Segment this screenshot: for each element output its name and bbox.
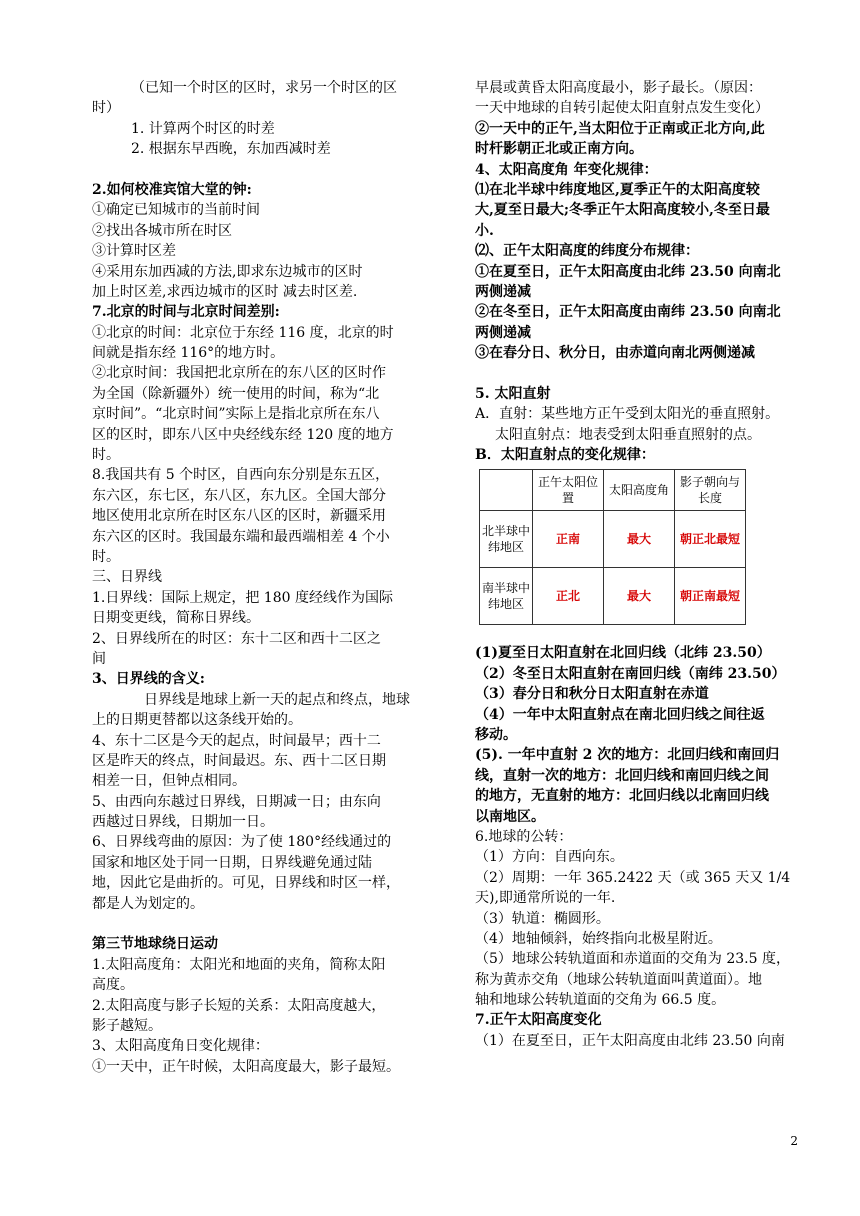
text-line: 一天中地球的自转引起使太阳直射点发生变化）: [475, 100, 769, 117]
text-line: ②在冬至日，正午太阳高度由南纬 23.50 向南北: [475, 304, 781, 321]
text-line: 国家和地区处于同一日期，日界线避免通过陆: [92, 854, 372, 871]
text-line: ②一天中的正午,当太阳位于正南或正北方向,此: [475, 120, 765, 137]
text-line: 1. 计算两个时区的时差: [131, 120, 275, 137]
text-line: 时）: [92, 100, 120, 117]
text-line: 5. 太阳直射: [475, 385, 551, 402]
text-line: 两侧递减: [475, 324, 531, 341]
text-line: 的地方，无直射的地方：北回归线以北南回归线: [475, 788, 769, 805]
table-height-cell: 最大: [604, 511, 675, 568]
text-line: 地区使用北京所在时区东八区的区时，新疆采用: [92, 508, 386, 525]
text-line: （1）在夏至日，正午太阳高度由北纬 23.50 向南: [475, 1032, 785, 1049]
text-line: 京时间”。“北京时间”实际上是指北京所在东八: [92, 406, 380, 423]
text-line: 影子越短。: [92, 1017, 162, 1034]
text-line: （4）一年中太阳直射点在南北回归线之间往返: [475, 706, 765, 723]
text-line: 间就是指东经 116°的地方时。: [92, 345, 285, 362]
text-line: 日界线是地球上新一天的起点和终点，地球: [144, 691, 410, 708]
text-line: 都是人为划定的。: [92, 895, 204, 912]
text-line: (5). 一年中直射 2 次的地方：北回归线和南回归: [475, 747, 780, 764]
text-line: [475, 363, 797, 383]
text-line: （4）地轴倾斜，始终指向北极星附近。: [475, 930, 722, 947]
text-line: 5、由西向东越过日界线，日期减一日；由东向: [92, 793, 381, 810]
text-line: 上的日期更替都以这条线开始的。: [92, 712, 302, 729]
text-line: ④采用东加西减的方法,即求东边城市的区时: [92, 263, 363, 280]
table-header-cell: 影子朝向与长度: [675, 470, 746, 511]
text-line: 时杆影朝正北或正南方向。: [475, 141, 643, 158]
direct-sun-table: [479, 469, 746, 625]
text-line: 区的区时，即东八区中央经线东经 120 度的地方: [92, 426, 394, 443]
spacer: [475, 633, 797, 643]
text-line: 7.正午太阳高度变化: [475, 1012, 602, 1029]
text-line: (1)夏至日太阳直射在北回归线（北纬 23.50）: [475, 645, 771, 662]
table-height-cell: 最大: [604, 568, 675, 625]
text-line: 为全国（除新疆外）统一使用的时间，称为“北: [92, 385, 380, 402]
text-line: 4、东十二区是今天的起点，时间最早；西十二: [92, 732, 381, 749]
text-line: 3、太阳高度角日变化规律：: [92, 1038, 269, 1055]
text-line: 2、日界线所在的时区：东十二区和西十二区之: [92, 630, 381, 647]
table-row: [480, 568, 746, 625]
table-position-cell: 正南: [533, 511, 604, 568]
table-row: [480, 511, 746, 568]
text-line: 2.太阳高度与影子长短的关系：太阳高度越大，: [92, 997, 386, 1014]
text-line: 加上时区差,求西边城市的区时 减去时区差.: [92, 283, 358, 300]
text-line: ①北京的时间：北京位于东经 116 度，北京的时: [92, 324, 394, 341]
text-line: 地，因此它是曲折的。可见，日界线和时区一样，: [92, 875, 400, 892]
text-line: （3）春分日和秋分日太阳直射在赤道: [475, 686, 709, 703]
table-header-row: [480, 470, 746, 511]
table-shadow-cell: 朝正南最短: [675, 568, 746, 625]
text-line: 太阳直射点：地表受到太阳垂直照射的点。: [495, 426, 761, 443]
table-region-cell: 南半球中纬地区: [480, 568, 533, 625]
text-line: 2.如何校准宾馆大堂的钟:: [92, 181, 252, 198]
text-line: 天),即通常所说的一年.: [475, 890, 616, 907]
text-line: 6、日界线弯曲的原因：为了使 180°经线通过的: [92, 834, 392, 851]
text-line: 2. 根据东早西晚，东加西减时差: [131, 141, 331, 158]
text-line: [92, 914, 420, 934]
text-line: 1.太阳高度角：太阳光和地面的夹角，简称太阳: [92, 956, 386, 973]
table-header-cell: [480, 470, 533, 511]
right-top-text: [475, 78, 797, 465]
text-line: 两侧递减: [475, 283, 531, 300]
text-line: ②找出各城市所在时区: [92, 222, 232, 239]
text-line: 轴和地球公转轨道面的交角为 66.5 度。: [475, 992, 726, 1009]
text-line: [92, 160, 420, 180]
text-line: 早晨或黄昏太阳高度最小，影子最长。（原因：: [475, 80, 762, 96]
text-line: 称为黄赤交角（地球公转轨道面叫黄道面）。地: [475, 971, 762, 988]
text-line: 移动。: [475, 726, 517, 743]
text-line: 第三节地球绕日运动: [92, 936, 218, 953]
text-line: ①在夏至日，正午太阳高度由北纬 23.50 向南北: [475, 263, 781, 280]
text-line: 4、太阳高度角 年变化规律：: [475, 161, 658, 178]
text-line: （3）轨道：椭圆形。: [475, 910, 610, 927]
table-header-cell: 太阳高度角: [604, 470, 675, 511]
text-line: 间: [92, 650, 106, 667]
text-line: ①一天中，正午时候，太阳高度最大，影子最短。: [92, 1058, 400, 1075]
text-line: ①确定已知城市的当前时间: [92, 202, 260, 219]
text-line: 高度。: [92, 977, 134, 994]
text-line: 小.: [475, 222, 494, 239]
text-line: 7.北京的时间与北京时间差别:: [92, 304, 280, 321]
text-line: （已知一个时区的区时，求另一个时区的区: [131, 80, 397, 96]
text-line: （2）冬至日太阳直射在南回归线（南纬 23.50）: [475, 665, 786, 682]
text-line: （5）地球公转轨道面和赤道面的交角为 23.5 度，: [475, 951, 790, 968]
text-line: 1.日界线：国际上规定，把 180 度经线作为国际: [92, 589, 393, 606]
right-bottom-text: [475, 643, 797, 1051]
text-line: 线，直射一次的地方：北回归线和南回归线之间: [475, 767, 769, 784]
text-line: 以南地区。: [475, 808, 545, 825]
table-header-cell: 正午太阳位置: [533, 470, 604, 511]
text-line: B．太阳直射点的变化规律：: [475, 447, 655, 464]
text-line: （1）方向：自西向东。: [475, 849, 624, 866]
text-line: 东六区，东七区，东八区，东九区。全国大部分: [92, 487, 386, 504]
text-line: ③在春分日、秋分日，由赤道向南北两侧递减: [475, 345, 755, 362]
text-line: 8.我国共有 5 个时区，自西向东分别是东五区，: [92, 467, 390, 484]
text-line: ⑴在北半球中纬度地区,夏季正午的太阳高度较: [475, 181, 760, 198]
text-line: 相差一日，但钟点相同。: [92, 773, 246, 790]
left-column: [92, 78, 420, 1077]
text-line: ③计算时区差: [92, 243, 176, 260]
page-number: 2: [790, 1134, 798, 1148]
table-region-cell: 北半球中纬地区: [480, 511, 533, 568]
text-line: 三、日界线: [92, 569, 162, 586]
text-line: 6.地球的公转：: [475, 828, 573, 845]
text-line: A．直射：某些地方正午受到太阳光的垂直照射。: [475, 406, 780, 423]
text-line: ②北京时间：我国把北京所在的东八区的区时作: [92, 365, 386, 382]
text-line: 时。: [92, 548, 120, 565]
text-line: 时。: [92, 447, 120, 464]
text-line: 日期变更线，简称日界线。: [92, 610, 260, 627]
text-line: （2）周期：一年 365.2422 天（或 365 天又 1/4: [475, 869, 791, 886]
table-position-cell: 正北: [533, 568, 604, 625]
text-line: 西越过日界线，日期加一日。: [92, 814, 274, 831]
text-line: 大,夏至日最大;冬季正午太阳高度较小,冬至日最: [475, 202, 770, 219]
text-line: ⑵、正午太阳高度的纬度分布规律：: [475, 243, 699, 260]
table-shadow-cell: 朝正北最短: [675, 511, 746, 568]
text-line: 3、日界线的含义:: [92, 671, 205, 688]
text-line: 东六区的区时。我国最东端和最西端相差 4 个小: [92, 528, 390, 545]
right-column: [475, 78, 797, 1051]
text-line: 区是昨天的终点，时间最迟。东、西十二区日期: [92, 752, 386, 769]
